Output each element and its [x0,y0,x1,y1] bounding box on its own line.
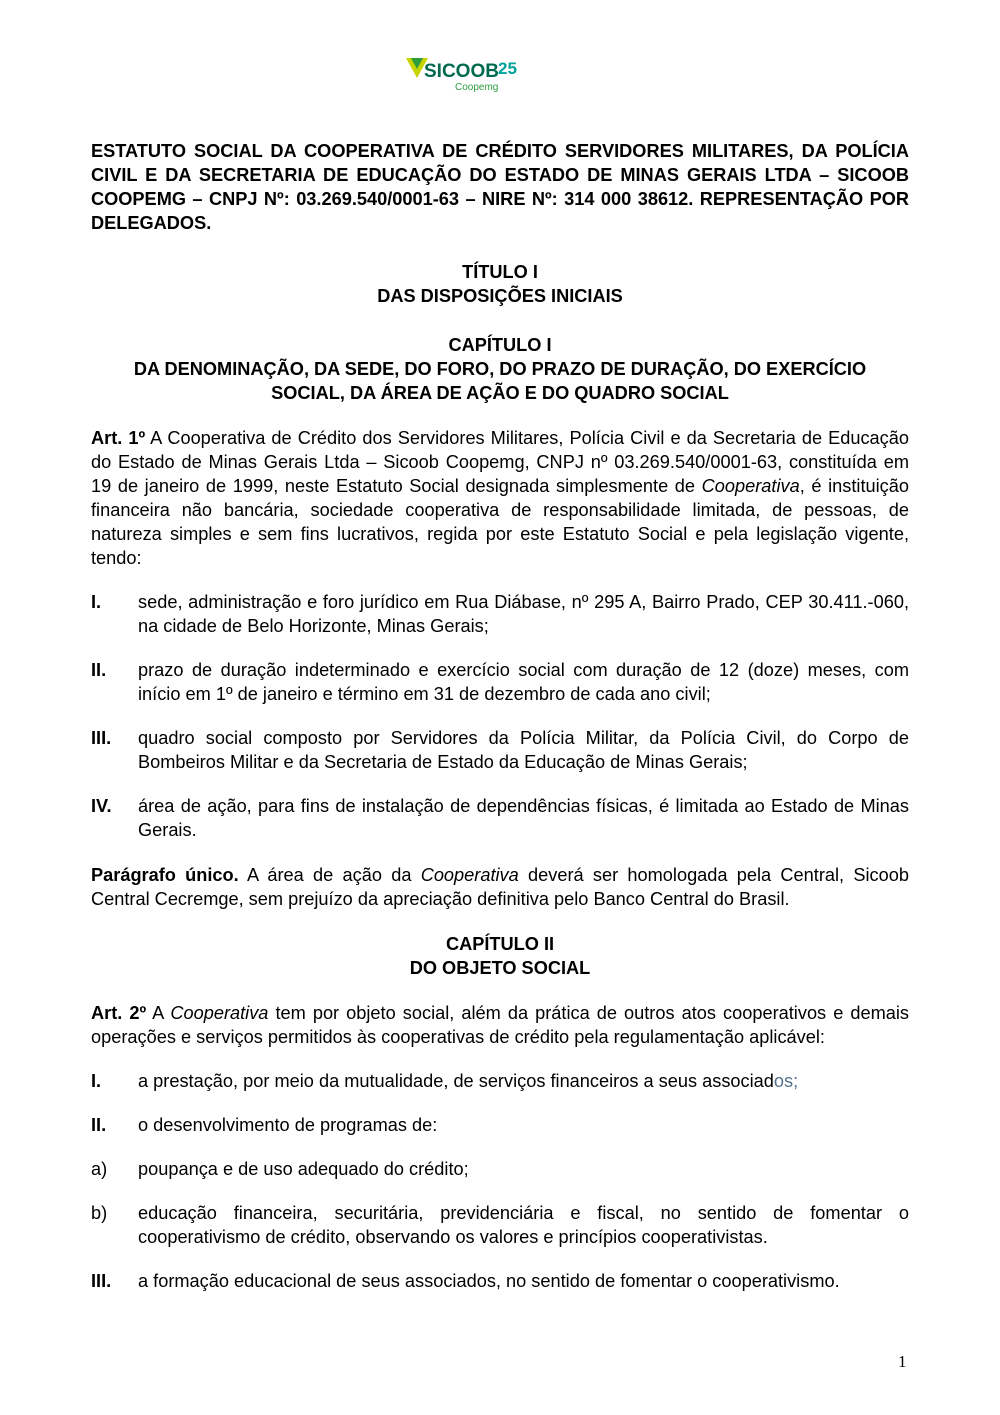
paragrafo-unico-cooperativa: Cooperativa [420,865,519,885]
subitem-letter: b) [91,1203,108,1223]
item-text: área de ação, para fins de instalação de dependências físicas, é limitada ao Estado de Minas Gerais. [138,796,909,840]
paragrafo-unico [91,863,909,911]
article-1-item [91,590,909,638]
paragrafo-unico-label: Parágrafo único. [91,865,239,885]
item-number: I. [91,592,102,612]
article-1-item [91,658,909,706]
article-2-text-a: A [146,1003,171,1023]
article-1-cooperativa: Cooperativa [701,476,800,496]
article-1-text-a: A Cooperativa de Crédito dos Servidores Militares, Polícia Civil e da Secretaria de Educação do Estado de Minas Gerais Ltda – Sicoob Coopemg, CNPJ nº 03.269.540/0001-63, constituída em 19 de janeiro de 1999, neste Estatuto Social designada simplesmente de [91,428,910,496]
capitulo-1-subheading-line2: SOCIAL, DA ÁREA DE AÇÃO E DO QUADRO SOCIAL [271,383,729,403]
article-2-text-b: tem por objeto social, além da prática de outros atos cooperativos e demais operações e serviços permitidos às cooperativas de crédito pela regulamentação aplicável: [91,1003,909,1047]
sicoob-logo-mark [402,52,522,96]
titulo-1-subheading: DAS DISPOSIÇÕES INICIAIS [377,286,623,306]
article-2-cooperativa: Cooperativa [170,1003,269,1023]
item-text: a formação educacional de seus associados, no sentido de fomentar o cooperativismo. [138,1271,840,1291]
paragrafo-unico-text-a: A área de ação da [238,865,421,885]
subitem-text: poupança e de uso adequado do crédito; [138,1159,469,1179]
sicoob-logo [402,52,522,96]
item-text [138,1069,909,1093]
logo-sub-text: Coopemg [455,82,499,93]
article-1-label: Art. 1º [91,428,146,448]
item-text-tail: os; [773,1071,799,1091]
page-number: 1 [898,1352,907,1371]
logo-anniversary-text: 25 [498,59,517,78]
item-text: quadro social composto por Servidores da Polícia Militar, da Polícia Civil, do Corpo de Bombeiros Militar e da Secretaria de Estado da Educação de Minas Gerais; [138,728,909,772]
capitulo-2-subheading: DO OBJETO SOCIAL [409,958,591,978]
item-text-main: a prestação, por meio da mutualidade, de serviços financeiros a seus associad [138,1071,774,1091]
item-text: sede, administração e foro jurídico em Rua Diábase, nº 295 A, Bairro Prado, CEP 30.411.-060, na cidade de Belo Horizonte, Minas Gerais; [138,592,909,636]
article-1-text-b: , é instituição financeira não bancária, sociedade cooperativa de responsabilidade limitada, de pessoas, de natureza simples e sem fins lucrativos, regida por este Estatuto Social e pela legislação vigente, tendo: [91,476,909,568]
article-1-item [91,726,909,774]
titulo-1-block [91,260,909,308]
logo-brand-text: SICOOB [424,61,499,82]
capitulo-1-heading: CAPÍTULO I [448,335,552,355]
item-number: II. [91,1115,107,1135]
capitulo-2-heading: CAPÍTULO II [445,934,555,954]
paragrafo-unico-text-b: deverá ser homologada pela Central, Sicoob Central Cecremge, sem prejuízo da apreciação definitiva pelo Banco Central do Brasil. [91,865,909,909]
article-2-subitem [91,1201,909,1249]
article-2-item [91,1113,909,1137]
subitem-text: educação financeira, securitária, previdenciária e fiscal, no sentido de fomentar o cooperativismo de crédito, observando os valores e princípios cooperativistas. [138,1203,909,1247]
subitem-letter: a) [91,1159,108,1179]
article-1 [91,426,909,570]
article-2 [91,1001,909,1049]
capitulo-2-block [91,932,909,980]
item-number: II. [91,660,107,680]
item-number: III. [91,728,112,748]
item-number: I. [91,1071,102,1091]
document-title: ESTATUTO SOCIAL DA COOPERATIVA DE CRÉDITO SERVIDORES MILITARES, DA POLÍCIA CIVIL E DA SECRETARIA DE EDUCAÇÃO DO ESTADO DE MINAS GERAIS LTDA – SICOOB COOPEMG – CNPJ Nº: 03.269.540/0001-63 – NIRE Nº: 314 000 38612. REPRESENTAÇÃO POR DELEGADOS. [91,141,909,233]
document-body [91,139,909,1293]
article-2-label: Art. 2º [91,1003,147,1023]
capitulo-1-block [91,333,909,405]
item-text: o desenvolvimento de programas de: [138,1115,438,1135]
capitulo-1-subheading-line1: DA DENOMINAÇÃO, DA SEDE, DO FORO, DO PRAZO DE DURAÇÃO, DO EXERCÍCIO [133,359,867,379]
article-2-item [91,1069,909,1093]
article-2-subitem [91,1157,909,1181]
article-2-item [91,1269,909,1293]
article-1-item [91,794,909,842]
item-number: IV. [91,796,112,816]
item-text: prazo de duração indeterminado e exercício social com duração de 12 (doze) meses, com início em 1º de janeiro e término em 31 de dezembro de cada ano civil; [138,660,909,704]
item-number: III. [91,1271,112,1291]
titulo-1-heading: TÍTULO I [462,262,538,282]
